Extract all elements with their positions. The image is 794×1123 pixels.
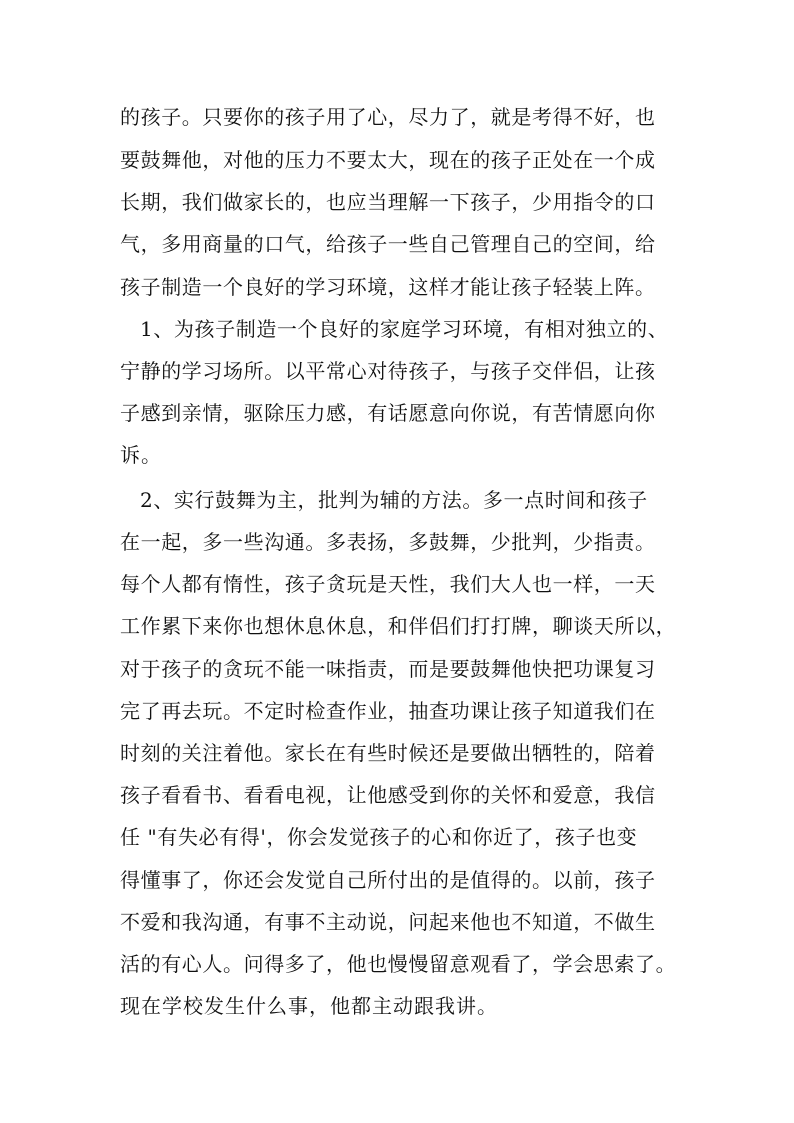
paragraph-3-line-10: 得懂事了，你还会发觉自己所付出的是值得的。以前，孩子 — [120, 868, 656, 892]
paragraph-1-line-4: 气，多用商量的口气，给孩子一些自己管理自己的空间，给 — [120, 232, 656, 256]
paragraph-2-line-1: 1、为孩子制造一个良好的家庭学习环境，有相对独立的、 — [140, 317, 669, 341]
paragraph-2-line-4: 诉。 — [120, 443, 162, 467]
paragraph-3-line-11: 不爱和我沟通，有事不主动说，问起来他也不知道，不做生 — [120, 910, 656, 934]
paragraph-2-line-3: 子感到亲情，驱除压力感，有话愿意向你说，有苦情愿向你 — [120, 401, 656, 425]
paragraph-3-line-4: 工作累下来你也想休息休息，和伴侣们打打牌，聊谈天所以， — [120, 614, 677, 638]
paragraph-1-line-2: 要鼓舞他，对他的压力不要太大，现在的孩子正处在一个成 — [120, 148, 656, 172]
paragraph-3-line-13: 现在学校发生什么事，他都主动跟我讲。 — [120, 994, 498, 1018]
paragraph-2-line-2: 宁静的学习场所。以平常心对待孩子，与孩子交伴侣，让孩 — [120, 359, 656, 383]
paragraph-1-line-3: 长期，我们做家长的，也应当理解一下孩子，少用指令的口 — [120, 190, 656, 214]
paragraph-3-line-6: 完了再去玩。不定时检查作业，抽查功课让孩子知道我们在 — [120, 699, 656, 723]
paragraph-3-line-3: 每个人都有惰性，孩子贪玩是天性，我们大人也一样，一天 — [120, 572, 656, 596]
paragraph-3-line-5: 对于孩子的贪玩不能一味指责，而是要鼓舞他快把功课复习 — [120, 657, 656, 681]
paragraph-1-line-5: 孩子制造一个良好的学习环境，这样才能让孩子轻装上阵。 — [120, 275, 656, 299]
paragraph-3-line-2: 在一起，多一些沟通。多表扬，多鼓舞，少批判，少指责。 — [120, 530, 656, 554]
paragraph-3-line-8: 孩子看看书、看看电视，让他感受到你的关怀和爱意，我信 — [120, 783, 656, 807]
paragraph-3-line-7: 时刻的关注着他。家长在有些时候还是要做出牺牲的，陪着 — [120, 741, 656, 765]
paragraph-3-line-9: 任 "有失必有得'，你会发觉孩子的心和你近了，孩子也变 — [120, 825, 638, 849]
paragraph-3-line-1: 2、实行鼓舞为主，批判为辅的方法。多一点时间和孩子 — [140, 488, 648, 512]
paragraph-1-line-1: 的孩子。只要你的孩子用了心，尽力了，就是考得不好，也 — [120, 105, 656, 129]
paragraph-3-line-12: 活的有心人。问得多了，他也慢慢留意观看了，学会思索了。 — [120, 952, 677, 976]
